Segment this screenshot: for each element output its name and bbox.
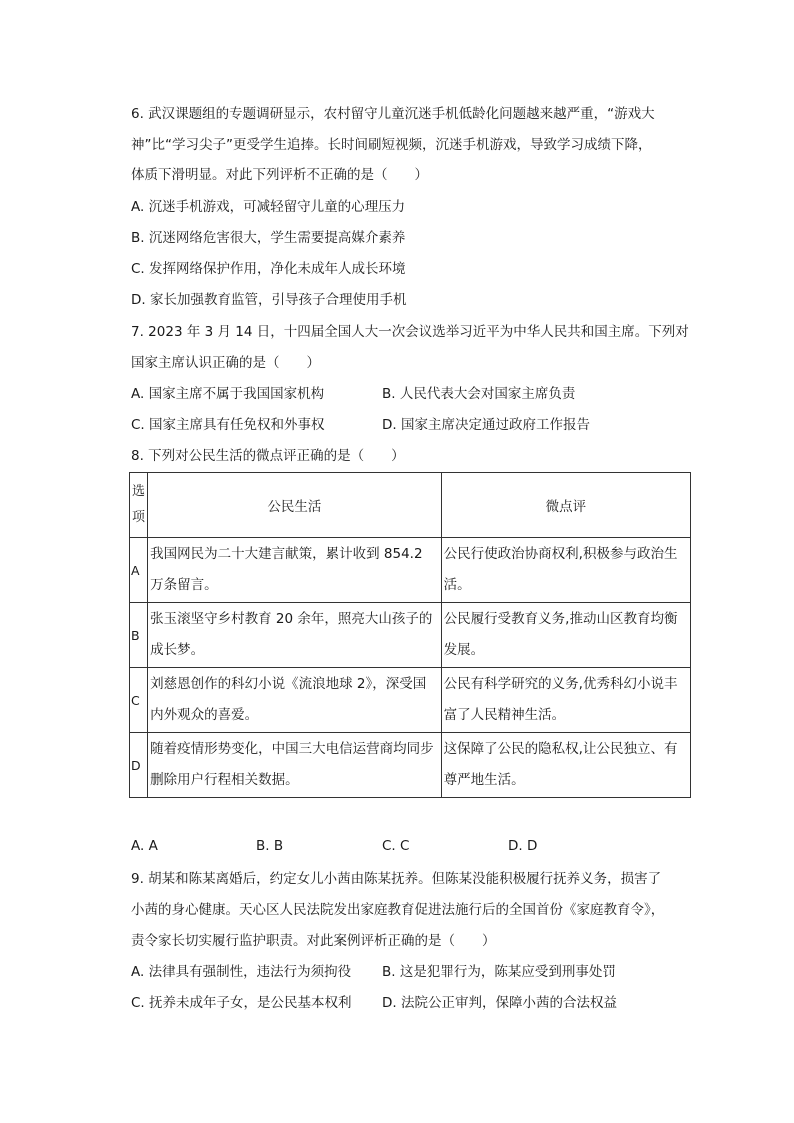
row-option: B bbox=[130, 603, 148, 668]
row-life bbox=[148, 733, 442, 798]
q8-table bbox=[129, 472, 691, 798]
q6-option-b: B. 沉迷网络危害很大，学生需要提高媒介素养 bbox=[131, 230, 406, 246]
row-life-text: 张玉滚坚守乡村教育 20 余年，照亮大山孩子的成长梦。 bbox=[150, 611, 433, 658]
q9-option-a: A. 法律具有强制性，违法行为须拘役 bbox=[131, 964, 352, 980]
q9-option-d: D. 法院公正审判，保障小茜的合法权益 bbox=[382, 995, 617, 1011]
q9-option-c: C. 抚养未成年子女，是公民基本权利 bbox=[131, 995, 352, 1011]
header-option: 选项 bbox=[130, 473, 148, 538]
q7-stem-line-1: 7. 2023 年 3 月 14 日，十四届全国人大一次会议选举习近平为中华人民共和国主席。下列对 bbox=[131, 324, 689, 340]
q8-answer-b: B. B bbox=[256, 838, 284, 854]
q9-stem-line-2: 小茜的身心健康。天心区人民法院发出家庭教育促进法施行后的全国首份《家庭教育令》， bbox=[131, 902, 665, 918]
table-row bbox=[130, 603, 691, 668]
row-comment bbox=[441, 603, 690, 668]
q7-option-a: A. 国家主席不属于我国国家机构 bbox=[131, 386, 325, 402]
q8-answer-c: C. C bbox=[382, 838, 410, 854]
row-comment bbox=[441, 538, 690, 603]
q6-stem-line-2: 神”比“学习尖子”更受学生追捧。长时间刷短视频，沉迷手机游戏，导致学习成绩下降， bbox=[131, 137, 652, 153]
row-option: D bbox=[130, 733, 148, 798]
row-option: A bbox=[130, 538, 148, 603]
q9-stem-line-1: 9. 胡某和陈某离婚后，约定女儿小茜由陈某抚养。但陈某没能积极履行抚养义务，损害了 bbox=[131, 871, 662, 887]
table-row bbox=[130, 733, 691, 798]
row-life-text: 我国网民为二十大建言献策，累计收到 854.2 万条留言。 bbox=[150, 546, 423, 593]
q7-stem-line-2: 国家主席认识正确的是（ ） bbox=[131, 355, 320, 371]
table-header-row bbox=[130, 473, 691, 538]
q8-answer-d: D. D bbox=[508, 838, 538, 854]
row-comment-text: 公民有科学研究的义务,优秀科幻小说丰富了人民精神生活。 bbox=[443, 676, 678, 723]
row-comment-text: 公民履行受教育义务,推动山区教育均衡发展。 bbox=[443, 611, 678, 658]
q9-option-b: B. 这是犯罪行为，陈某应受到刑事处罚 bbox=[382, 964, 616, 980]
q6-option-a: A. 沉迷手机游戏，可减轻留守儿童的心理压力 bbox=[131, 199, 406, 215]
row-option: C bbox=[130, 668, 148, 733]
q7-option-b: B. 人民代表大会对国家主席负责 bbox=[382, 386, 576, 402]
row-comment bbox=[441, 733, 690, 798]
row-life bbox=[148, 668, 442, 733]
q6-option-c: C. 发挥网络保护作用，净化未成年人成长环境 bbox=[131, 261, 406, 277]
row-comment-text: 这保障了公民的隐私权,让公民独立、有尊严地生活。 bbox=[443, 741, 678, 788]
q8-answer-a: A. A bbox=[131, 838, 158, 854]
table-row bbox=[130, 668, 691, 733]
q7-option-c: C. 国家主席具有任免权和外事权 bbox=[131, 417, 325, 433]
row-life-text: 刘慈恩创作的科幻小说《流浪地球 2》，深受国内外观众的喜爱。 bbox=[150, 676, 427, 723]
q6-stem-line-1: 6. 武汉课题组的专题调研显示，农村留守儿童沉迷手机低龄化问题越来越严重，“游戏大 bbox=[131, 106, 655, 122]
q6-stem-line-3: 体质下滑明显。对此下列评析不正确的是（ ） bbox=[131, 167, 428, 183]
row-life bbox=[148, 538, 442, 603]
q8-stem: 8. 下列对公民生活的微点评正确的是（ ） bbox=[131, 448, 405, 464]
q6-option-d: D. 家长加强教育监管，引导孩子合理使用手机 bbox=[131, 292, 407, 308]
row-life-text: 随着疫情形势变化，中国三大电信运营商均同步删除用户行程相关数据。 bbox=[150, 741, 434, 788]
row-life bbox=[148, 603, 442, 668]
header-life: 公民生活 bbox=[148, 473, 442, 538]
row-comment-text: 公民行使政治协商权利,积极参与政治生活。 bbox=[443, 546, 678, 593]
q7-option-d: D. 国家主席决定通过政府工作报告 bbox=[382, 417, 590, 433]
table-row bbox=[130, 538, 691, 603]
q9-stem-line-3: 责令家长切实履行监护职责。对此案例评析正确的是（ ） bbox=[131, 933, 496, 949]
row-comment bbox=[441, 668, 690, 733]
header-comment: 微点评 bbox=[441, 473, 690, 538]
